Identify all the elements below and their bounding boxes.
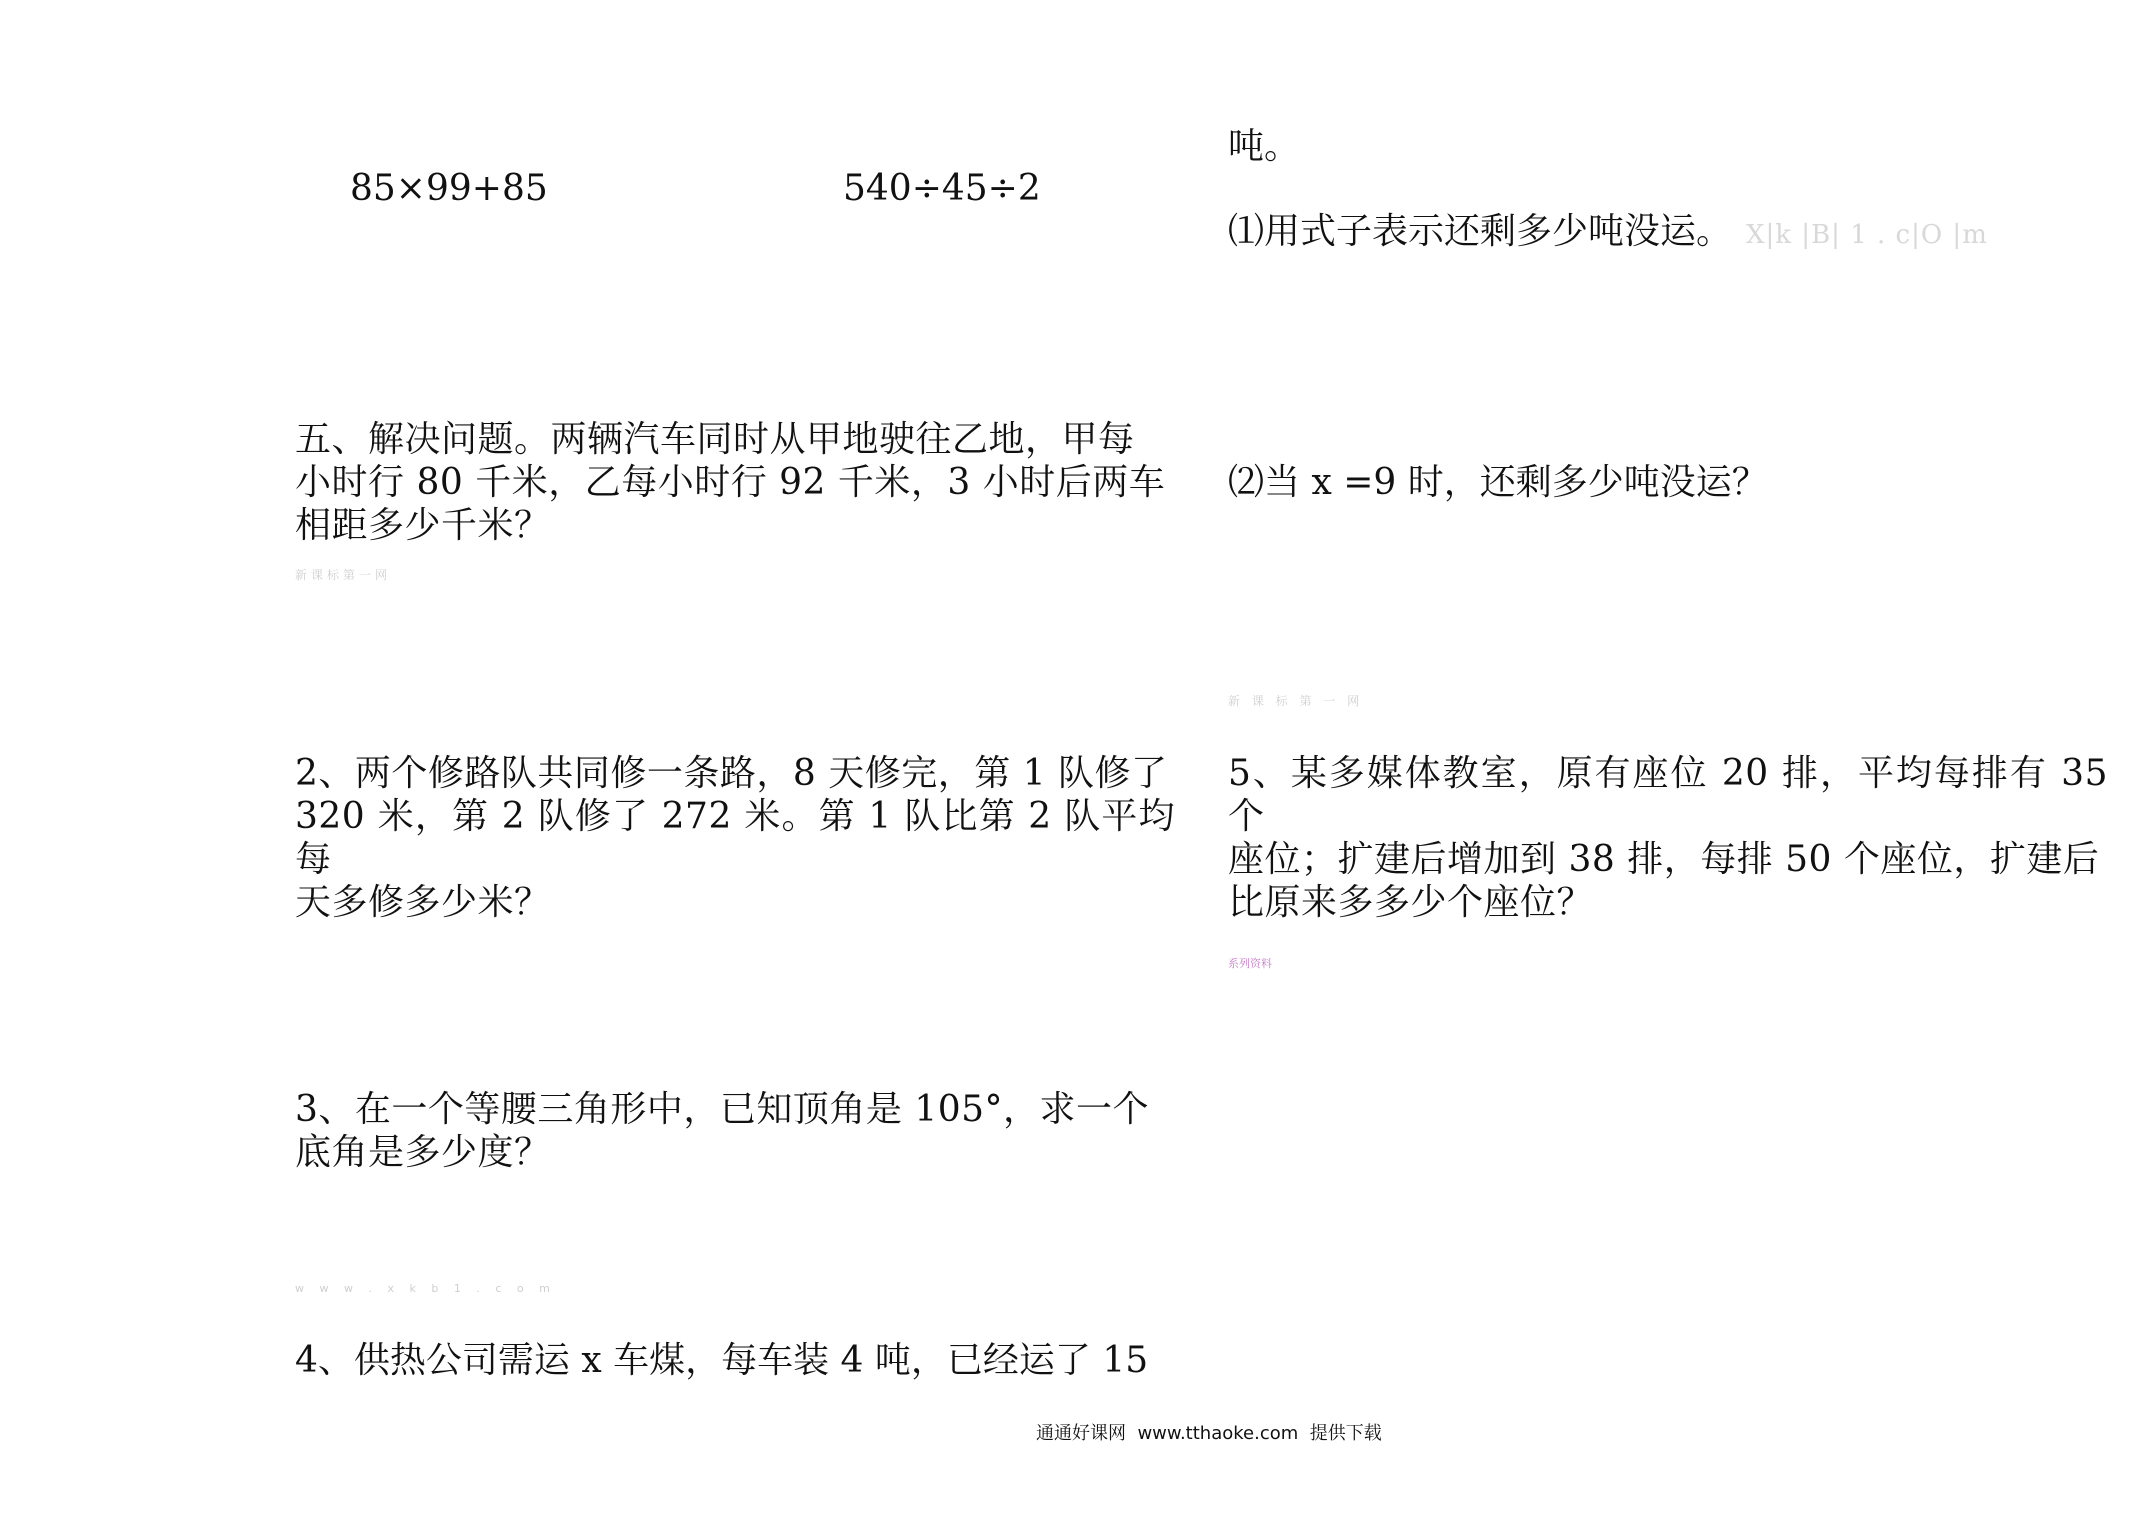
question-4-part-2: ⑵当 x =9 时，还剩多少吨没运？: [1228, 462, 1768, 503]
expression-2: 540÷45÷2: [843, 168, 1041, 209]
part-1-text: ⑴用式子表示还剩多少吨没运。: [1228, 211, 1733, 252]
question-3: [295, 1088, 1175, 1174]
text-line: 五、解决问题。两辆汽车同时从甲地驶往乙地，甲每: [295, 419, 1135, 460]
question-5: [1228, 752, 2108, 924]
text-line: 比原来多多少个座位？: [1228, 882, 1594, 923]
text-line: 座位；扩建后增加到 38 排，每排 50 个座位，扩建后: [1228, 839, 2100, 880]
text-line: 3、在一个等腰三角形中，已知顶角是 105°，求一个: [295, 1089, 1150, 1130]
watermark: w w w . x k b 1 . c o m: [295, 1282, 556, 1295]
question-4-continued: 吨。: [1228, 126, 1301, 167]
watermark: 新课标第一网: [295, 568, 392, 582]
text-line: 2、两个修路队共同修一条路，8 天修完，第 1 队修了: [295, 753, 1168, 794]
question-2: [295, 752, 1175, 924]
footer-credit: [0, 1398, 2150, 1461]
footer-text: 通通好课网 www.tthaoke.com 提供下载: [1036, 1423, 1382, 1444]
question-5-intro: [295, 418, 1175, 547]
text-line: 底角是多少度？: [295, 1132, 551, 1173]
watermark: X|k |B| 1 . c|O |m: [1746, 220, 1988, 250]
watermark: 系列资料: [1228, 957, 1272, 970]
text-line: 320 米，第 2 队修了 272 米。第 1 队比第 2 队平均每: [295, 796, 1175, 880]
question-4: 4、供热公司需运 x 车煤，每车装 4 吨，已经运了 15: [295, 1340, 1149, 1381]
text-line: 相距多少千米？: [295, 505, 551, 546]
watermark: 新 课 标 第 一 网: [1228, 694, 1364, 708]
expression-1: 85×99+85: [350, 168, 548, 209]
text-line: 小时行 80 千米，乙每小时行 92 千米，3 小时后两车: [295, 462, 1166, 503]
text-line: 天多修多少米？: [295, 882, 551, 923]
text-line: 5、某多媒体教室，原有座位 20 排，平均每排有 35 个: [1228, 753, 2108, 837]
question-4-part-1: [1228, 210, 1988, 257]
